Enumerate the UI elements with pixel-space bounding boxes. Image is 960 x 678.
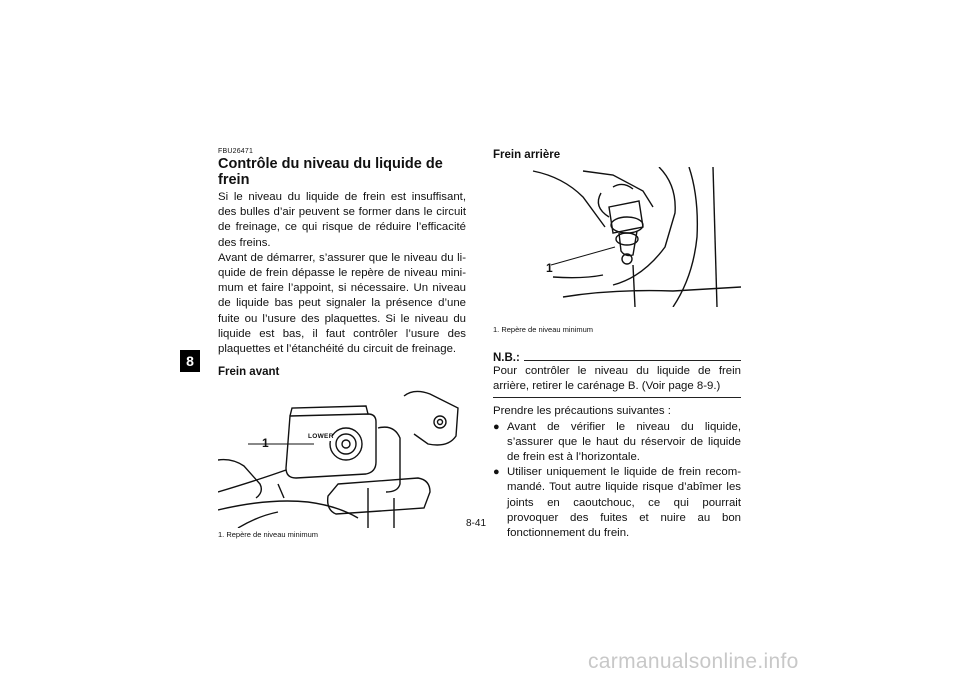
front-figure-caption: 1. Repère de niveau minimum bbox=[218, 530, 319, 540]
rear-brake-heading: Frein arrière bbox=[493, 149, 561, 161]
rear-figure-caption: 1. Repère de niveau minimum bbox=[493, 325, 594, 334]
precaution-text-2: Utiliser uniquement le liquide de frein recom-mandé. Tout autre liquide risque d’abîmer les joints en caoutchouc, ce qui pourrait provoquer des fuites et nuire au bon fonctionnement du frein. bbox=[507, 466, 741, 540]
precautions-intro: Prendre les précautions suivantes : bbox=[493, 405, 671, 418]
precaution-text-1: Avant de vérifier le niveau du liquide, s’assurer que le haut du réservoir de liquide de frein est à l’horizontale. bbox=[507, 420, 741, 464]
front-brake-illustration bbox=[218, 388, 466, 528]
right-column bbox=[493, 148, 741, 541]
paragraph-1: Si le niveau du liquide de frein est insuffisant, des bulles d’air peuvent se former dans le circuit de freinage, ce qui risque de réduire l’efficacité des freins. bbox=[218, 191, 466, 249]
nb-text: Pour contrôler le niveau du liquide de frein arrière, retirer le carénage B. (Voir page 8-9.) bbox=[493, 365, 741, 393]
front-brake-heading: Frein avant bbox=[218, 366, 280, 379]
bullet-icon: ● bbox=[493, 466, 500, 479]
section-title: Contrôle du niveau du liquide de frein bbox=[218, 156, 443, 188]
chapter-tab: 8 bbox=[180, 350, 200, 372]
left-column bbox=[218, 148, 466, 539]
rear-brake-figure bbox=[493, 167, 741, 307]
precaution-item bbox=[493, 465, 741, 541]
front-brake-figure bbox=[218, 388, 466, 528]
precaution-item bbox=[493, 420, 741, 466]
paragraph-2: Avant de démarrer, s’assurer que le niveau du li-quide de frein dépasse le repère de niveau mini-mum et faire l’appoint, si nécessaire. Un niveau de liquide bas peut signaler la présence d’une fuite ou l’usure des plaquettes. Si le niveau du liquide est bas, il faut contrôler l’usure des plaquettes et l’étanchéité du circuit de freinage. bbox=[218, 251, 466, 356]
nb-top-rule bbox=[524, 360, 741, 361]
nb-label: N.B.: bbox=[493, 352, 520, 364]
rear-callout-number: 1 bbox=[546, 261, 553, 275]
front-callout-number: 1 bbox=[262, 436, 269, 451]
watermark: carmanualsonline.info bbox=[588, 650, 799, 673]
bullet-icon: ● bbox=[493, 420, 500, 433]
page-number: 8-41 bbox=[466, 518, 487, 529]
section-code: FBU26471 bbox=[218, 148, 254, 155]
rear-brake-illustration bbox=[493, 167, 741, 307]
nb-bottom-rule bbox=[493, 397, 741, 398]
nb-header bbox=[493, 352, 741, 364]
reservoir-lower-label: LOWER bbox=[308, 433, 334, 441]
